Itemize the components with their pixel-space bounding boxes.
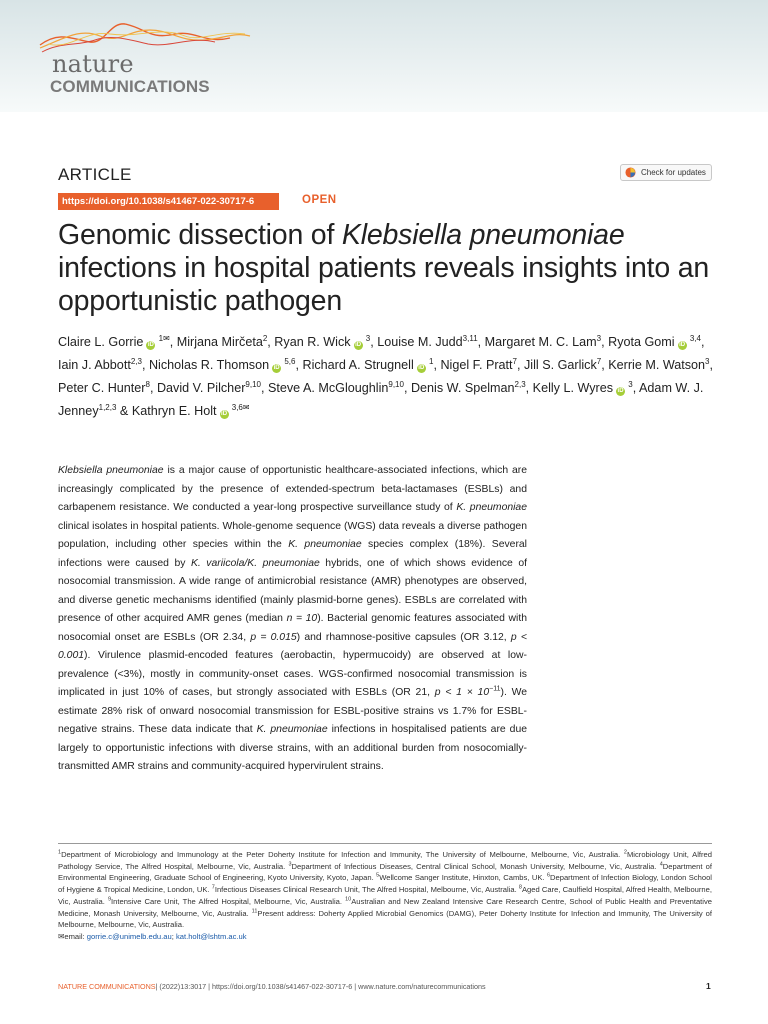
affiliation-number: 10	[345, 896, 352, 903]
email-label: email:	[64, 931, 87, 941]
author-name[interactable]: Nicholas R. Thomson	[148, 358, 270, 372]
author-name[interactable]: Mirjana Mirčeta	[176, 335, 263, 349]
author-conjunction: &	[116, 404, 132, 418]
affiliation-text: Intensive Care Unit, The Alfred Hospital, Melbourne, Vic, Australia.	[111, 896, 346, 906]
abstract-text: ). Bacterial genomic features associated with nosocomial onset are ESBLs (OR 2.34,	[58, 613, 527, 643]
author-affiliation-ref: 7	[512, 356, 517, 366]
email-link-2[interactable]: kat.holt@lshtm.ac.uk	[175, 931, 247, 941]
email-link-1[interactable]: gorrie.c@unimelb.edu.au	[86, 931, 172, 941]
article-type-label: ARTICLE	[58, 165, 132, 184]
abstract-median: n = 10	[286, 613, 318, 624]
author	[302, 358, 433, 372]
affiliation-text: Aged Care, Caulfield Hospital, Alfred Health, Melbourne, Vic, Australia.	[58, 885, 712, 906]
affiliation-number: 6	[546, 872, 551, 879]
title-part-1: Genomic dissection of	[58, 219, 342, 251]
abstract-species-short: K. pneumoniae	[456, 502, 527, 513]
author-affiliation-ref: 9,10	[245, 379, 261, 389]
author-affiliation-ref: 3	[626, 379, 633, 389]
abstract	[58, 462, 527, 777]
author-name[interactable]: Steve A. McGloughlin	[267, 381, 389, 395]
affiliation-number: 9	[107, 896, 112, 903]
author-affiliation-ref: 3,11	[462, 333, 478, 343]
orcid-icon[interactable]: iD	[679, 342, 686, 348]
author-affiliation-ref: 1	[426, 356, 434, 366]
author	[274, 335, 370, 349]
affiliation-number: 8	[518, 884, 522, 891]
author-name[interactable]: Kelly L. Wyres	[532, 381, 614, 395]
abstract-text: species complex (18%). Several infections were caused by	[58, 539, 527, 569]
author-name[interactable]: Margaret M. C. Lam	[484, 335, 597, 349]
author-affiliation-ref: 3	[705, 356, 710, 366]
abstract-species-short: K. pneumoniae	[288, 539, 362, 550]
article-title	[58, 219, 728, 318]
open-access-label: OPEN	[302, 194, 337, 206]
journal-banner	[0, 0, 768, 112]
affiliation-text: Australian and New Zealand Intensive Care Research Centre, School of Public Health and Preventative Medicine, Monash University, Melbourne, Vic, Australia.	[58, 896, 712, 918]
author-affiliation-ref: 3	[596, 333, 602, 343]
abstract-pvalue: p = 0.015	[250, 631, 297, 643]
affiliation-text: Present address: Doherty Applied Microbial Genomics (DAMG), Peter Doherty Institute for Infection and Immunity, The University of Melbourne, Melbourne, Vic, Australia.	[58, 908, 712, 930]
check-updates-label: Check for updates	[641, 168, 706, 177]
orcid-icon[interactable]: iD	[355, 342, 362, 348]
author	[58, 358, 142, 372]
page-number: 1	[706, 981, 711, 991]
author	[524, 358, 601, 372]
abstract-species-short: K. pneumoniae	[256, 724, 328, 735]
author-name[interactable]: Louise M. Judd	[377, 335, 463, 349]
author-affiliation-ref: 7	[596, 356, 602, 366]
affiliation-text: Infectious Diseases Clinical Research Unit, The Alfred Hospital, Melbourne, Vic, Australia.	[214, 885, 519, 895]
affiliations	[58, 849, 712, 943]
author-affiliation-ref: 8	[145, 379, 150, 389]
page-footer	[58, 982, 712, 991]
abstract-text: infections in hospitalised patients are due largely to opportunistic infections with diverse strains, with an additional burden from nosocomially-transmitted AMR strains and community-acquired hypervirulent strains.	[58, 724, 527, 772]
author	[608, 335, 701, 349]
author-name[interactable]: Ryota Gomi	[608, 335, 675, 349]
title-part-2: infections in hospital patients reveals insights into an opportunistic pathogen	[58, 252, 710, 317]
author-affiliation-ref: 2,3	[130, 356, 142, 366]
author-affiliation-ref: 1✉	[156, 333, 170, 343]
author-name[interactable]: Jill S. Garlick	[524, 358, 597, 372]
author	[411, 381, 526, 395]
abstract-text: ). Virulence plasmid-encoded features (aerobactin, hypermucoidy) are observed at low-prevalence (<3%), mostly in community-onset cases. WGS-confirmed nosocomial transmission is implicated in just 10% of cases, but strongly associated with ESBLs (OR 21,	[58, 650, 527, 698]
author	[132, 404, 250, 418]
affiliation-text: Department of Microbiology and Immunology at the Peter Doherty Institute for Infection and Immunity, The University of Melbourne, Melbourne, Vic, Australia.	[61, 850, 624, 859]
affiliation-text: Department of Environmental Engineering, Graduate School of Engineering, Kyoto University, Kyoto, Japan.	[58, 861, 712, 883]
check-updates-icon	[625, 167, 636, 178]
email-icon: ✉	[58, 931, 65, 941]
abstract-pvalue: p < 0.001	[58, 631, 528, 661]
author	[608, 358, 709, 372]
author-name[interactable]: Adam W. J. Jenney	[58, 381, 704, 418]
orcid-icon[interactable]: iD	[617, 388, 624, 394]
affiliation-list	[58, 850, 712, 929]
author	[268, 381, 404, 395]
affiliation-text: Department of Infection Biology, London School of Hygiene & Tropical Medicine, London, UK.	[58, 873, 712, 895]
orcid-icon[interactable]: iD	[221, 411, 228, 417]
title-species: Klebsiella pneumoniae	[341, 219, 625, 251]
email-separator: ;	[171, 931, 176, 941]
author-name[interactable]: Kerrie M. Watson	[608, 358, 706, 372]
affiliation-number: 2	[623, 849, 627, 856]
affiliation-number: 1	[58, 849, 62, 856]
author	[58, 381, 150, 395]
author-affiliation-ref: 3	[363, 333, 371, 343]
abstract-text: is a major cause of opportunistic healthcare-associated infections, which are increasingly complicated by the presence of extended-spectrum beta-lactamases (ESBLs) and carbapenem resistance. We conducted a year-long prospective surveillance study of	[58, 465, 527, 513]
author-name[interactable]: Claire L. Gorrie	[58, 335, 144, 349]
affiliation-number: 7	[211, 884, 215, 891]
author	[149, 358, 296, 372]
author-name[interactable]: Denis W. Spelman	[410, 381, 515, 395]
author-affiliation-ref: 5,6	[282, 356, 296, 366]
abstract-pvalue-exponent: −11	[489, 685, 501, 693]
author	[58, 335, 170, 349]
abstract-hybrid: K. variicola/K. pneumoniae	[190, 557, 320, 569]
affiliations-divider	[58, 843, 712, 844]
author-name[interactable]: Richard A. Strugnell	[302, 358, 414, 372]
author-name[interactable]: Nigel F. Pratt	[440, 358, 513, 372]
footer-journal: NATURE COMMUNICATIONS	[58, 982, 156, 991]
author	[533, 381, 633, 395]
affiliation-number: 5	[376, 872, 380, 879]
orcid-icon[interactable]: iD	[147, 342, 154, 348]
author-affiliation-ref: 3,6✉	[229, 402, 250, 412]
abstract-text: ) and rhamnose-positive capsules (OR 3.12,	[296, 631, 511, 643]
author-affiliation-ref: 1,2,3	[98, 402, 117, 412]
logo-nature: nature	[52, 50, 134, 78]
author-name[interactable]: Peter C. Hunter	[58, 381, 146, 395]
affiliation-number: 4	[659, 861, 663, 868]
author-affiliation-ref: 2	[262, 333, 268, 343]
author	[440, 358, 517, 372]
author	[157, 381, 261, 395]
abstract-pvalue: p < 1 × 10	[434, 687, 490, 698]
author	[377, 335, 477, 349]
author-name[interactable]: David V. Pilcher	[156, 381, 246, 395]
affiliation-number: 3	[288, 861, 292, 868]
doi-link[interactable]: https://doi.org/10.1038/s41467-022-30717-6	[58, 193, 279, 210]
author-name[interactable]: Kathryn E. Holt	[131, 404, 217, 418]
abstract-text: hybrids, one of which shows evidence of nosocomial transmission. A wide range of antimicrobial resistance (AMR) phenotypes are observed, and diverse genetic mechanisms identified (mainly plasmid-borne genes). ESBLs are correlated with presence of other acquired AMR genes (median	[58, 557, 527, 624]
author-name[interactable]: Iain J. Abbott	[58, 358, 131, 372]
author	[485, 335, 601, 349]
footer-citation: | (2022)13:3017 | https://doi.org/10.1038/s41467-022-30717-6 | www.nature.com/naturecommunications	[155, 982, 486, 991]
logo-communications: COMMUNICATIONS	[50, 77, 210, 96]
author-affiliation-ref: 2,3	[514, 379, 526, 389]
abstract-text: clinical isolates in hospital patients. Whole-genome sequence (WGS) data reveals a diverse pathogen population, including other species within the	[58, 520, 527, 550]
affiliation-text: Microbiology Unit, Alfred Pathology Service, The Alfred Hospital, Melbourne, Vic, Australia.	[58, 850, 712, 871]
author-affiliation-ref: 9,10	[388, 379, 404, 389]
check-for-updates-button[interactable]	[620, 164, 712, 181]
orcid-icon[interactable]: iD	[273, 365, 280, 371]
author-affiliation-ref: 3,4	[687, 333, 701, 343]
author-list: Claire L. Gorrie iD $^{1✉}$, Mirjana Mirčeta$^2$, Ryan R. Wick iD $^3$, Louise M. Judd$^{3,11}$, Margaret M. C. Lam$^3$, Ryota Gomi iD $^{3,4}$, Iain J. Abbott$^{2,3}$, Nicholas R. Thomson iD $^{5,6}$, Richard A. Strugnell iD $^1$, Nigel F. Pratt$^7$, Jill S. Garlick$^7$, Kerrie M. Watson$^3$, Peter C. Hunter$^8$, David V. Pilcher$^{9,10}$, Steve A. McGloughlin$^{9,10}$, Denis W. Spelman$^{2,3}$, Kelly L. Wyres iD $^3$, Adam W. J. Jenney$^{1,2,3}$ & Kathryn E. Holt iD $^{3,6✉}$	[58, 333, 713, 418]
abstract-text: ). We estimate 28% risk of onward nosocomial transmission for ESBL-positive strains vs 1.7% for ESBL-negative strains. These data indicate that	[58, 687, 527, 735]
orcid-icon[interactable]: iD	[418, 365, 425, 371]
author	[177, 335, 268, 349]
abstract-species: Klebsiella pneumoniae	[58, 465, 164, 476]
author-name[interactable]: Ryan R. Wick	[274, 335, 351, 349]
affiliation-number: 11	[251, 907, 258, 914]
affiliation-text: Department of Infectious Diseases, Central Clinical School, Monash University, Melbourne, Vic, Australia.	[291, 861, 660, 871]
affiliation-text: Wellcome Sanger Institute, Hinxton, Cambs, UK.	[379, 873, 547, 883]
